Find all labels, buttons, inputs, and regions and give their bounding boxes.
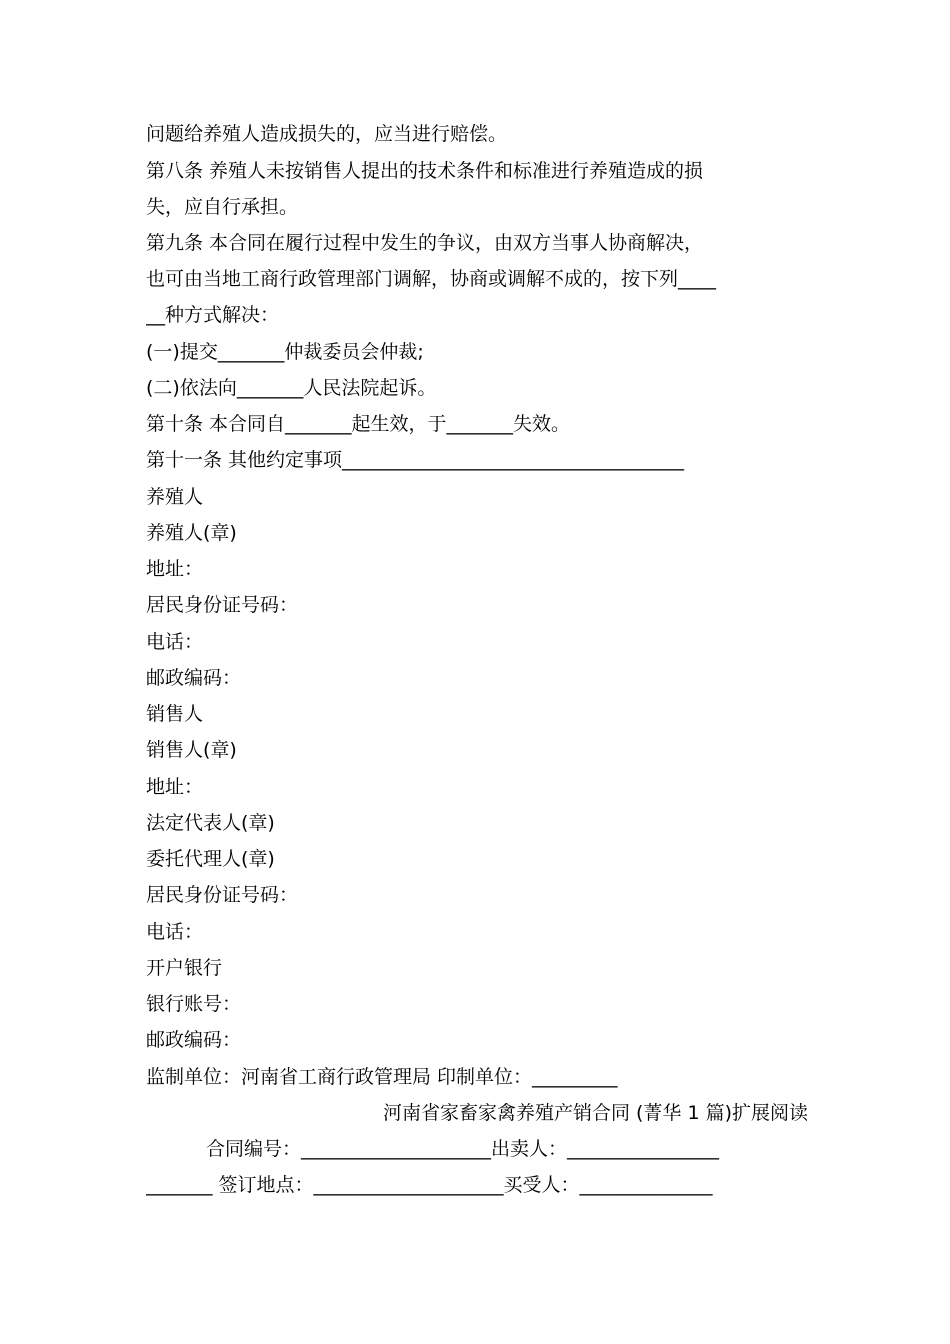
seller-phone: 电话： — [146, 921, 204, 943]
breeder-heading: 养殖人 — [146, 486, 204, 508]
clause-8: 第八条 养殖人未按销售人提出的技术条件和标准进行养殖造成的损 — [146, 160, 704, 182]
extended-reading-title: 河南省家畜家禽养殖产销合同 (菁华 1 篇)扩展阅读 — [382, 1102, 808, 1124]
bank-account: 银行账号： — [146, 993, 242, 1015]
clause-10: 第十条 本合同自_______起生效，于_______失效。 — [146, 413, 571, 435]
clause-9: 第九条 本合同在履行过程中发生的争议，由双方当事人协商解决， — [146, 232, 704, 254]
seller-seal: 销售人(章) — [146, 739, 237, 761]
seller-heading: 销售人 — [146, 703, 204, 725]
contract-number-line: 合同编号：____________________出卖人：________________ — [206, 1138, 720, 1160]
clause-9-continued-2: __种方式解决： — [146, 304, 280, 326]
dispute-option-1: (一)提交_______仲裁委员会仲裁; — [146, 341, 424, 363]
seller-id-number: 居民身份证号码： — [146, 884, 299, 906]
clause-11: 第十一条 其他约定事项____________________________________ — [146, 449, 685, 471]
breeder-postcode: 邮政编码： — [146, 667, 242, 689]
signing-place-line: _______ 签订地点：____________________买受人：______________ — [146, 1174, 713, 1196]
supervision-unit: 监制单位：河南省工商行政管理局 印制单位：_________ — [146, 1066, 618, 1088]
dispute-option-2: (二)依法向_______人民法院起诉。 — [146, 377, 437, 399]
breeder-id-number: 居民身份证号码： — [146, 594, 299, 616]
clause-9-continued: 也可由当地工商行政管理部门调解，协商或调解不成的，按下列____ — [146, 268, 717, 290]
seller-address: 地址： — [146, 776, 204, 798]
breeder-address: 地址： — [146, 558, 204, 580]
clause-8-continued: 失，应自行承担。 — [146, 196, 299, 218]
breeder-seal: 养殖人(章) — [146, 522, 237, 544]
clause-text: 问题给养殖人造成损失的，应当进行赔偿。 — [146, 123, 508, 145]
legal-representative: 法定代表人(章) — [146, 812, 275, 834]
breeder-phone: 电话： — [146, 631, 204, 653]
bank-name: 开户银行 — [146, 957, 223, 979]
seller-postcode: 邮政编码： — [146, 1029, 242, 1051]
authorized-agent: 委托代理人(章) — [146, 848, 275, 870]
